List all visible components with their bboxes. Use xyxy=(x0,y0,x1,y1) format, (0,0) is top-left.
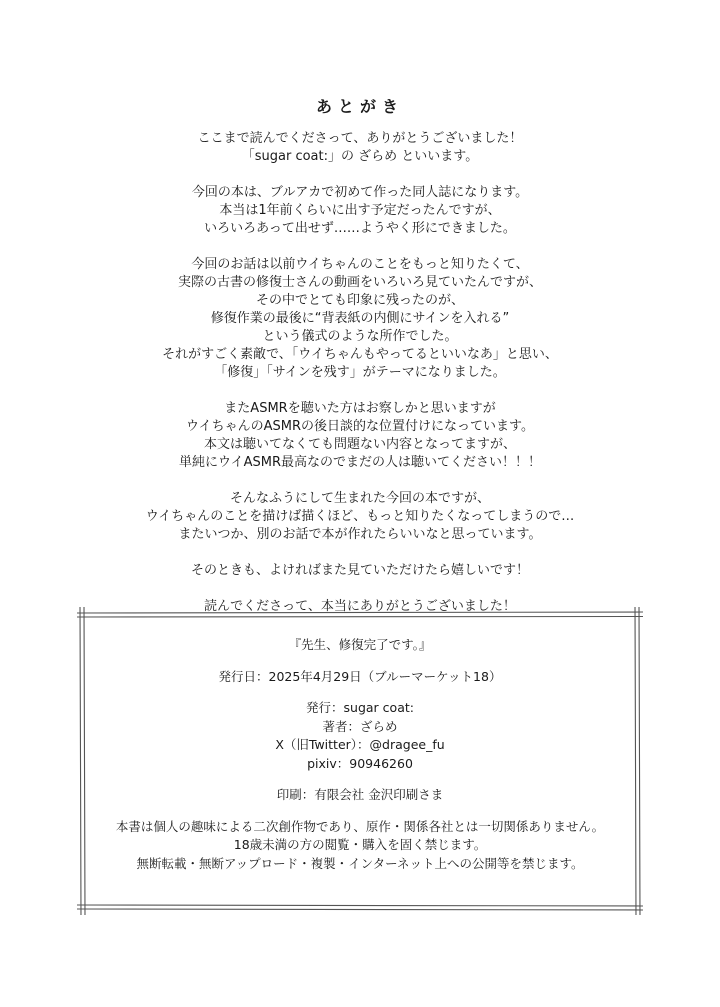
twitter-credit: X（旧Twitter）：@dragee_fu xyxy=(275,737,445,752)
notice-line: 18歳未満の方の閲覧・購入を固く禁じます。 xyxy=(233,837,487,852)
afterword-line: またASMRを聴いた方はお察しかと思いますが xyxy=(224,401,496,416)
afterword-line: ウイちゃんのASMRの後日談的な位置付けになっています。 xyxy=(186,419,534,434)
afterword-line: 本当は1年前くらいに出す予定だったんですが、 xyxy=(219,203,501,218)
afterword-line: そんなふうにして生まれた今回の本ですが、 xyxy=(229,491,490,506)
colophon-printer-block xyxy=(77,786,643,805)
notice-line: 無断転載・無断アップロード・複製・インターネット上への公開等を禁じます。 xyxy=(136,855,584,871)
afterword-line: 単純にウイASMR最高なのでまだの人は聴いてください！！！ xyxy=(178,455,541,470)
printer-credit: 印刷：有限会社 金沢印刷さま xyxy=(276,787,444,802)
afterword-paragraph xyxy=(60,562,660,580)
notice-line: 本書は個人の趣味による二次創作物であり、原作・関係各社とは一切関係ありません。 xyxy=(115,818,605,834)
release-date: 発行日：2025年4月29日（ブルーマーケット18） xyxy=(218,668,502,684)
afterword-paragraph xyxy=(60,490,660,544)
colophon xyxy=(77,636,643,886)
afterword-body xyxy=(60,130,660,634)
afterword-line: 本文は聴いてなくても問題ない内容となってますが、 xyxy=(203,437,516,452)
afterword-line: 読んでくださって、本当にありがとうございました！ xyxy=(204,599,516,614)
publisher-credit: 発行：sugar coat: xyxy=(306,700,414,715)
afterword-paragraph xyxy=(60,130,660,166)
afterword-paragraph xyxy=(60,400,660,472)
colophon-notices-block xyxy=(77,818,643,874)
afterword-line: いろいろあって出せず……ようやく形にできました。 xyxy=(204,221,516,236)
colophon-release-block xyxy=(77,668,643,687)
afterword-line: 今回の本は、ブルアカで初めて作った同人誌になります。 xyxy=(191,185,529,200)
afterword-line: 「修復」「サインを残す」がテーマになりました。 xyxy=(214,365,506,380)
afterword-line: そのときも、よければまた見ていただけたら嬉しいです！ xyxy=(190,563,529,578)
colophon-book-title-block xyxy=(77,636,643,655)
afterword-line: その中でとても印象に残ったのが、 xyxy=(255,293,464,308)
book-title: 『先生、修復完了です。』 xyxy=(288,637,432,652)
afterword-line: 今回のお話は以前ウイちゃんのことをもっと知りたくて、 xyxy=(191,257,529,272)
author-credit: 著者：ざらめ xyxy=(322,718,398,734)
afterword-line: ウイちゃんのことを描けば描くほど、もっと知りたくなってしまうので… xyxy=(145,509,575,524)
afterword-paragraph xyxy=(60,184,660,238)
afterword-line: 修復作業の最後に“背表紙の内側にサインを入れる” xyxy=(210,311,510,326)
afterword-line: それがすごく素敵で、「ウイちゃんもやってるといいなあ」と思い、 xyxy=(162,347,558,362)
pixiv-credit: pixiv：90946260 xyxy=(307,755,413,771)
afterword-line: またいつか、別のお話で本が作れたらいいなと思っています。 xyxy=(178,527,542,542)
afterword-paragraph xyxy=(60,256,660,382)
afterword-line: 実際の古書の修復士さんの動画をいろいろ見ていたんですが、 xyxy=(177,275,542,290)
colophon-credits-block xyxy=(77,699,643,773)
afterword-line: 「sugar coat:」の ざらめ といいます。 xyxy=(241,149,479,164)
afterword-line: という儀式のような所作でした。 xyxy=(262,329,458,344)
afterword-title: あとがき xyxy=(315,97,404,116)
afterword-line: ここまで読んでくださって、ありがとうございました！ xyxy=(197,131,523,146)
